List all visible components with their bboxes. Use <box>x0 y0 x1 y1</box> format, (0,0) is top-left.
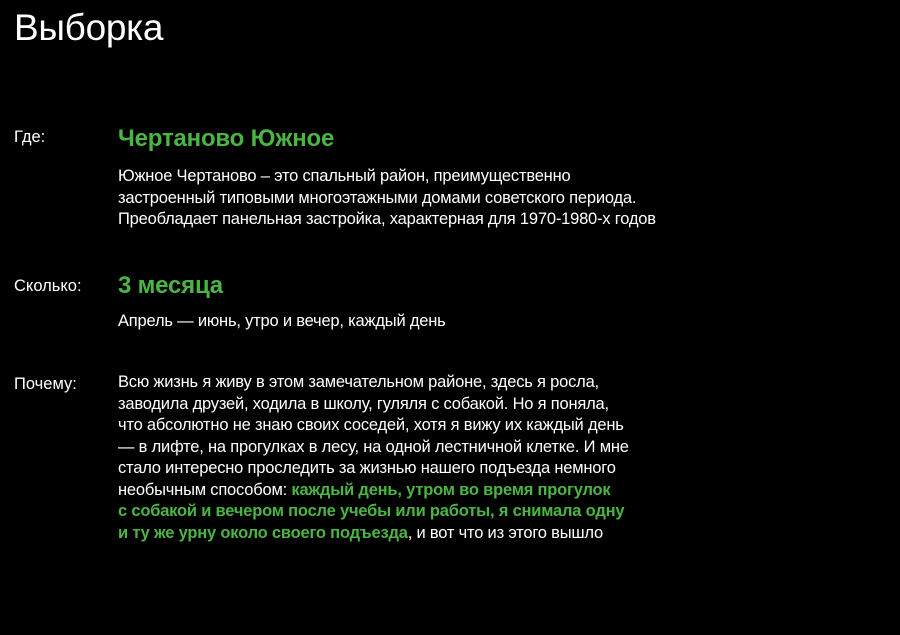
why-highlight-text: и ту же урну около своего подъезда <box>118 523 408 542</box>
why-label: Почему: <box>14 375 77 393</box>
why-description-line <box>118 480 778 502</box>
page-title: Выборка <box>14 7 164 48</box>
why-description-line <box>118 501 778 523</box>
where-label: Где: <box>14 128 46 146</box>
why-description-line: что абсолютно не знаю своих соседей, хотя я вижу их каждый день <box>118 416 624 434</box>
why-section <box>118 372 778 544</box>
why-description-line <box>118 523 778 545</box>
how-long-heading: 3 месяца <box>118 272 223 299</box>
why-highlight-text: каждый день, утром во время прогулок <box>291 480 611 499</box>
why-description-line: Всю жизнь я живу в этом замечательном районе, здесь я росла, <box>118 373 599 391</box>
how-long-section <box>118 271 778 333</box>
where-section <box>118 124 778 231</box>
where-heading: Чертаново Южное <box>118 125 335 152</box>
how-long-label: Сколько: <box>14 277 82 295</box>
why-description <box>118 372 778 544</box>
where-description-line: застроенный типовыми многоэтажными домами советского периода. <box>118 188 637 207</box>
why-description-line: — в лифте, на прогулках в лесу, на одной лестничной клетке. И мне <box>118 437 629 456</box>
how-long-description <box>118 311 778 333</box>
why-description-line: заводила друзей, ходила в школу, гуляля с собакой. Но я поняла, <box>118 394 609 413</box>
where-description-line: Преобладает панельная застройка, характерная для 1970-1980-х годов <box>118 210 656 228</box>
why-description-line: стало интересно проследить за жизнью нашего подъезда немного <box>118 459 616 477</box>
why-highlight-text: с собакой и вечером после учебы или работы, я снимала одну <box>118 502 625 520</box>
how-long-description-line: Апрель — июнь, утро и вечер, каждый день <box>118 312 446 330</box>
where-description <box>118 166 778 231</box>
why-plain-text: необычным способом: <box>118 480 292 499</box>
where-description-line: Южное Чертаново – это спальный район, преимущественно <box>118 167 571 185</box>
why-plain-text: , и вот что из этого вышло <box>407 523 603 542</box>
